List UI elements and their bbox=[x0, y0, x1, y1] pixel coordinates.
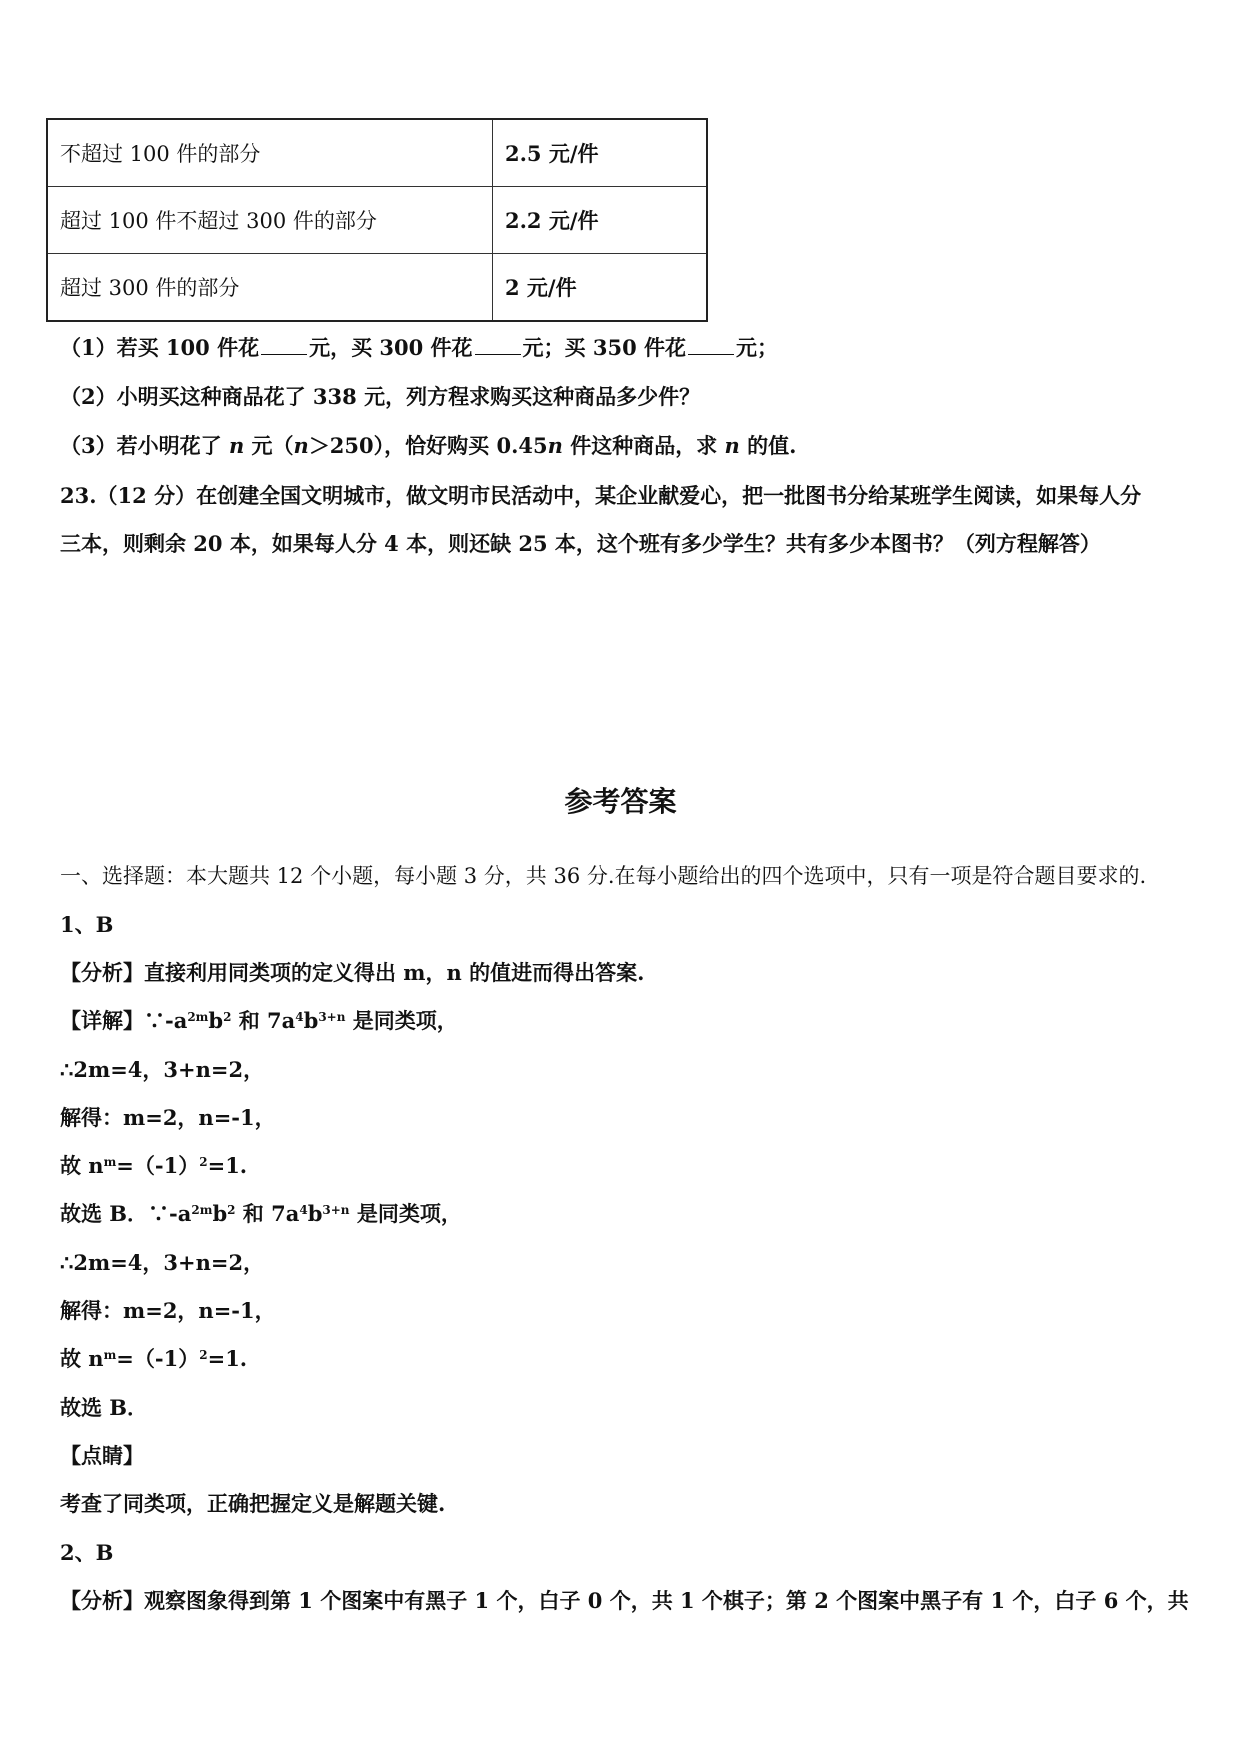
text: =1. bbox=[207, 1346, 248, 1371]
text: =1. bbox=[207, 1153, 248, 1178]
text: 【详解】∵-a bbox=[60, 1008, 188, 1033]
text: 元（ bbox=[244, 433, 294, 458]
answer-1-eq2-repeat: 解得：m=2，n=-1， bbox=[60, 1298, 276, 1323]
answer-1-comment: 考查了同类项，正确把握定义是解题关键. bbox=[60, 1491, 446, 1516]
text: （1）若买 100 件花 bbox=[60, 335, 260, 360]
exponent: 3+n bbox=[318, 1010, 346, 1024]
range-cell: 超过 100 件不超过 300 件的部分 bbox=[47, 187, 493, 254]
table-row bbox=[47, 254, 707, 322]
exponent: 4 bbox=[299, 1203, 308, 1217]
text: 元，买 300 件花 bbox=[309, 335, 473, 360]
exponent: m bbox=[103, 1348, 117, 1362]
text: 和 7a bbox=[231, 1008, 296, 1033]
text: b bbox=[212, 1201, 228, 1226]
text: b bbox=[307, 1201, 323, 1226]
exponent: 4 bbox=[295, 1010, 304, 1024]
range-cell: 不超过 100 件的部分 bbox=[47, 119, 493, 187]
var-n: n bbox=[547, 433, 563, 458]
price-cell: 2.2 元/件 bbox=[493, 187, 708, 254]
q23-line2: 三本，则剩余 20 本，如果每人分 4 本，则还缺 25 本，这个班有多少学生？共有多少本图书？（列方程解答） bbox=[60, 531, 1101, 556]
section1-heading: 一、选择题：本大题共 12 个小题，每小题 3 分，共 36 分.在每小题给出的四个选项中，只有一项是符合题目要求的. bbox=[60, 864, 1147, 888]
text: （3）若小明花了 bbox=[60, 433, 229, 458]
exponent: 2 bbox=[199, 1348, 208, 1362]
text: 故 n bbox=[60, 1346, 104, 1371]
answer-1-eq1-repeat: ∴2m=4，3+n=2， bbox=[60, 1250, 265, 1275]
answer-2-analysis: 【分析】观察图象得到第 1 个图案中有黑子 1 个，白子 0 个，共 1 个棋子；第 2 个图案中黑子有 1 个，白子 6 个，共 bbox=[60, 1588, 1189, 1613]
text: 故选 B．∵-a bbox=[60, 1201, 192, 1226]
text: 元；买 350 件花 bbox=[522, 335, 687, 360]
exponent: 2m bbox=[187, 1010, 209, 1024]
q22-part1 bbox=[60, 334, 778, 362]
text: 和 7a bbox=[235, 1201, 300, 1226]
answer-1-choose-detail bbox=[60, 1200, 462, 1228]
table-row bbox=[47, 187, 707, 254]
text: 是同类项， bbox=[349, 1201, 462, 1226]
text: =（-1） bbox=[116, 1346, 200, 1371]
price-cell: 2.5 元/件 bbox=[493, 119, 708, 187]
exponent: 2m bbox=[191, 1203, 213, 1217]
text: =（-1） bbox=[116, 1153, 200, 1178]
answer-1-eq1: ∴2m=4，3+n=2， bbox=[60, 1057, 265, 1082]
q23-line1: 23.（12 分）在创建全国文明城市，做文明市民活动中，某企业献爱心，把一批图书分给某班学生阅读，如果每人分 bbox=[60, 483, 1142, 508]
q22-part3 bbox=[60, 432, 796, 460]
answer-1-choose: 故选 B． bbox=[60, 1395, 149, 1420]
exponent: 2 bbox=[227, 1203, 236, 1217]
text: 是同类项， bbox=[345, 1008, 458, 1033]
answer-1-eq3-repeat bbox=[60, 1345, 247, 1373]
text: 件这种商品，求 bbox=[562, 433, 725, 458]
answer-blank bbox=[688, 336, 734, 355]
text: ＞250），恰好购买 0.45 bbox=[308, 433, 548, 458]
exponent: 3+n bbox=[322, 1203, 350, 1217]
var-n: n bbox=[293, 433, 309, 458]
answer-blank bbox=[261, 336, 307, 355]
price-cell: 2 元/件 bbox=[493, 254, 708, 322]
exponent: 2 bbox=[223, 1010, 232, 1024]
text: 元； bbox=[736, 335, 779, 360]
answer-1-eq3 bbox=[60, 1152, 247, 1180]
var-n: n bbox=[228, 433, 245, 458]
text: b bbox=[303, 1008, 319, 1033]
exponent: m bbox=[103, 1155, 117, 1169]
answer-1-detail bbox=[60, 1007, 458, 1035]
answer-2-head: 2、B bbox=[60, 1540, 114, 1565]
exponent: 2 bbox=[199, 1155, 208, 1169]
answer-title: 参考答案 bbox=[564, 785, 677, 818]
var-n: n bbox=[724, 433, 740, 458]
range-cell: 超过 300 件的部分 bbox=[47, 254, 493, 322]
table-row bbox=[47, 119, 707, 187]
text: 的值. bbox=[739, 433, 797, 458]
q22-part2: （2）小明买这种商品花了 338 元，列方程求购买这种商品多少件？ bbox=[60, 384, 701, 409]
price-table bbox=[46, 118, 708, 322]
answer-1-comment-head: 【点睛】 bbox=[60, 1443, 144, 1468]
answer-1-eq2: 解得：m=2，n=-1， bbox=[60, 1105, 276, 1130]
answer-1-head: 1、B bbox=[60, 912, 114, 937]
text: b bbox=[208, 1008, 224, 1033]
text: 故 n bbox=[60, 1153, 104, 1178]
answer-1-analysis: 【分析】直接利用同类项的定义得出 m，n 的值进而得出答案. bbox=[60, 960, 645, 985]
answer-blank bbox=[475, 336, 521, 355]
